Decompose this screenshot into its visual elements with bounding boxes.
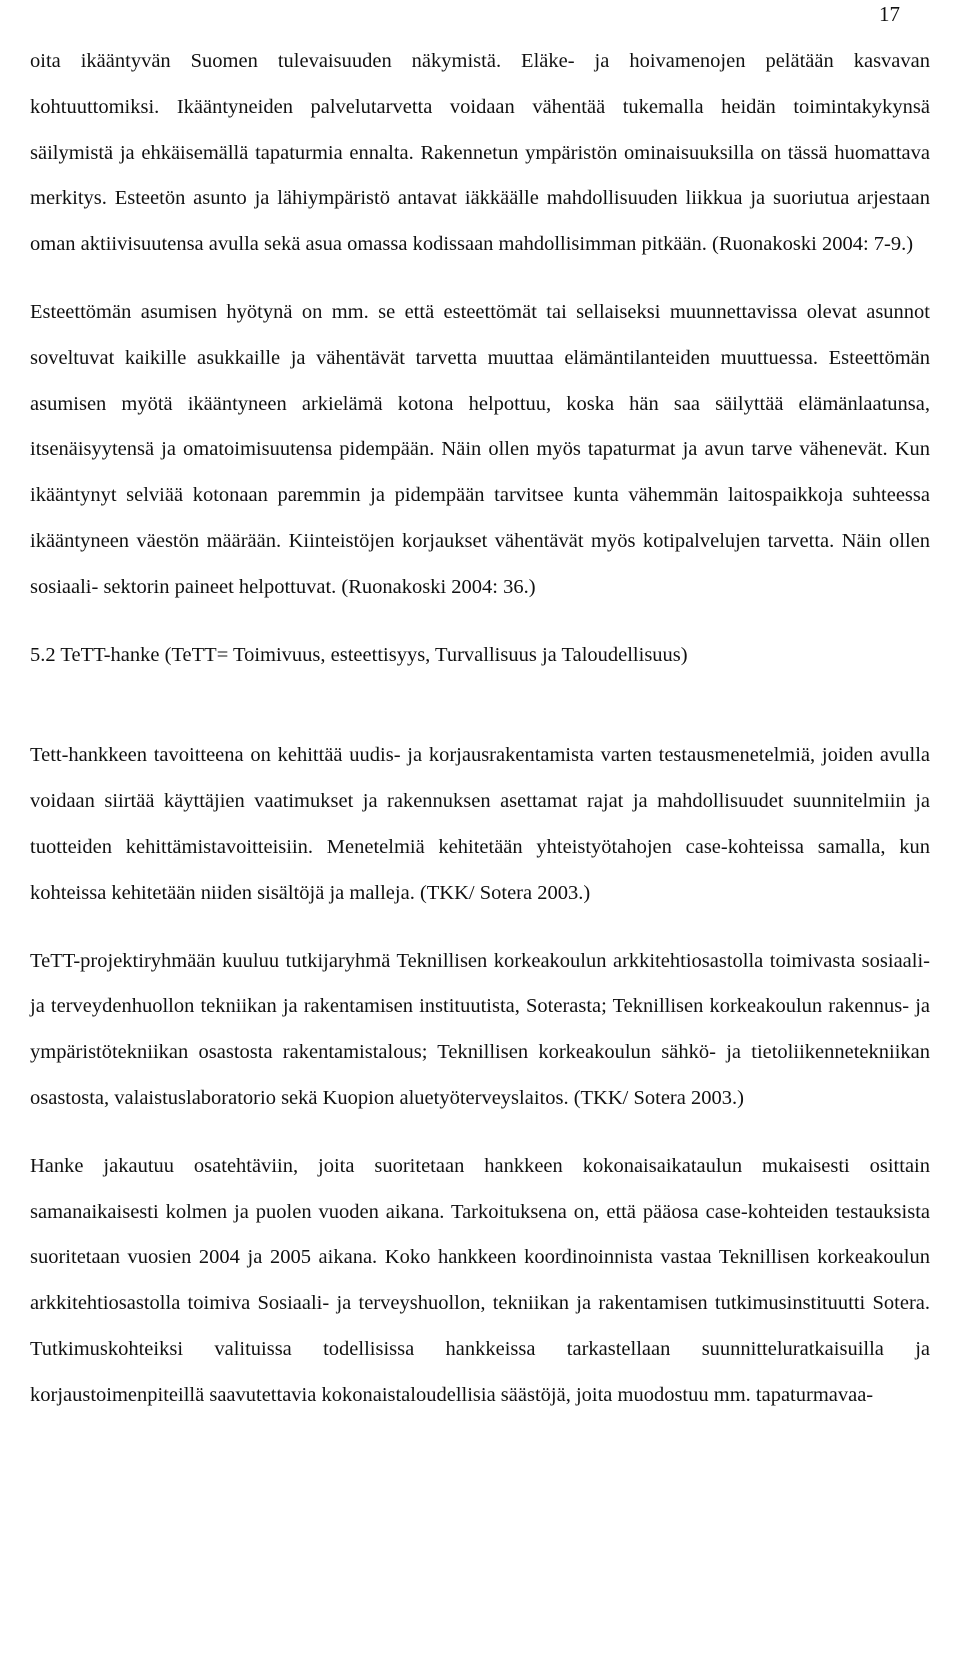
paragraph-aging-context: oita ikääntyvän Suomen tulevaisuuden näkymistä. Eläke- ja hoivamenojen pelätään kasvavan kohtuuttomiksi. Ikääntyneiden palvelutarvetta voidaan vähentää tukemalla heidän toimintakykynsä säilymistä ja ehkäisemällä tapaturmia ennalta. Rakennetun ympäristön ominaisuuksilla on tässä huomattava merkitys. Esteetön asunto ja lähiympäristö antavat iäkkäälle mahdollisuuden liikkua ja suoriutua arjestaan oman aktiivisuutensa avulla sekä asua omassa kodissaan mahdollisimman pitkään. (Ruonakoski 2004: 7-9.) [30, 50, 930, 256]
page-number: 17 [879, 2, 900, 26]
page-content [30, 39, 930, 1419]
paragraph-tett-goals: Tett-hankkeen tavoitteena on kehittää uudis- ja korjausrakentamista varten testausmenetelmiä, joiden avulla voidaan siirtää käyttäjien vaatimukset ja rakennuksen asettamat rajat ja mahdollisuudet suunnitelmiin ja tuotteiden kehittämistavoitteisiin. Menetelmiä kehitetään yhteistyötahojen case-kohteissa samalla, kun kohteissa kehitetään niiden sisältöjä ja malleja. (TKK/ Sotera 2003.) [30, 744, 930, 904]
paragraph-tett-schedule: Hanke jakautuu osatehtäviin, joita suoritetaan hankkeen kokonaisaikataulun mukaisesti osittain samanaikaisesti kolmen ja puolen vuoden aikana. Tarkoituksena on, että pääosa case-kohteiden testauksista suoritetaan vuosien 2004 ja 2005 aikana. Koko hankkeen koordinoinnista vastaa Teknillisen korkeakoulun arkkitehtiosastolla toimiva Sosiaali- ja terveyshuollon, tekniikan ja rakentamisen tutkimusinstituutti Sotera. Tutkimuskohteiksi valituissa todellisissa hankkeissa tarkastellaan suunnitteluratkaisuilla ja korjaustoimenpiteillä saavutettavia kokonaistaloudellisia säästöjä, joita muodostuu mm. tapaturmavaa- [30, 1154, 930, 1406]
paragraph-tett-project-group: TeTT-projektiryhmään kuuluu tutkijaryhmä Teknillisen korkeakoulun arkkitehtiosastolla toimivasta sosiaali- ja terveydenhuollon tekniikan ja rakentamisen instituutista, Soterasta; Teknillisen korkeakoulun rakennus- ja ympäristötekniikan osastosta rakentamistalous; Teknillisen korkeakoulun sähkö- ja tietoliikennetekniikan osastosta, valaistuslaboratorio sekä Kuopion aluetyöterveyslaitos. (TKK/ Sotera 2003.) [30, 949, 930, 1109]
paragraph-accessible-housing-benefits: Esteettömän asumisen hyötynä on mm. se että esteettömät tai sellaiseksi muunnettavissa olevat asunnot soveltuvat kaikille asukkaille ja vähentävät tarvetta muuttaa elämäntilanteiden muuttuessa. Esteettömän asumisen myötä ikääntyneen arkielämä kotona helpottuu, koska hän saa säilyttää elämänlaatunsa, itsenäisyytensä ja omatoimisuutensa pidempään. Näin ollen myös tapaturmat ja avun tarve vähenevät. Kun ikääntynyt selviää kotonaan paremmin ja pidempään tarvitsee kunta vähemmän laitospaikkoja suhteessa ikääntyneen väestön määrään. Kiinteistöjen korjaukset vähentävät myös kotipalvelujen tarvetta. Näin ollen sosiaali- sektorin paineet helpottuvat. (Ruonakoski 2004: 36.) [30, 300, 930, 598]
section-heading-tett-project: 5.2 TeTT-hanke (TeTT= Toimivuus, esteettisyys, Turvallisuus ja Taloudellisuus) [30, 643, 688, 666]
